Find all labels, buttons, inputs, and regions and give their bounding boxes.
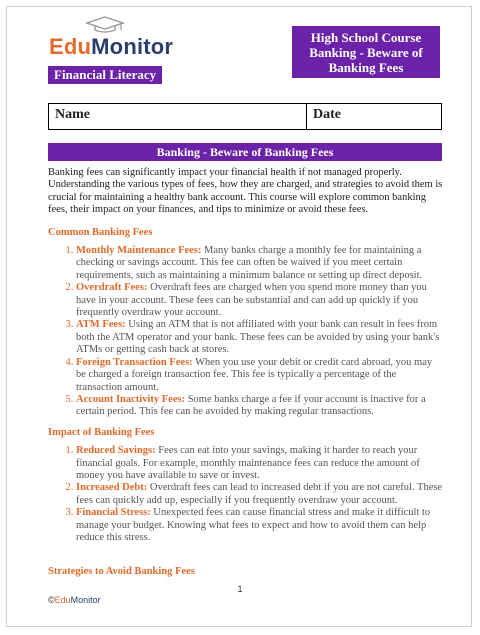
intro-paragraph: Banking fees can significantly impact your financial health if not managed properly. Understanding the various types of fees, how they are charged, and strategies to avoid them is crucial for maintaining a healthy bank account. This course will explore common banking fees, their impact on your finances, and tips to minimize or avoid these fees. [48,167,443,216]
fee-term: Monthly Maintenance Fees: [76,245,202,257]
footer-brand [48,595,101,605]
section-title-banner: Banking - Beware of Banking Fees [48,143,442,161]
list-item [76,282,444,319]
common-fees-list [48,245,444,419]
page-number: 1 [237,584,243,594]
list-item [76,319,444,356]
list-item [76,507,444,544]
impact-description: Overdraft fees can lead to increased debt if you are not careful. These fees can quickly add up, especially if you frequently overdraw your account. [76,482,443,506]
fee-term: Account Inactivity Fees: [76,393,186,405]
fee-description: When you use your debit or credit card abroad, you may be charged a foreign transaction fee. This fee is typically a percentage of the transaction amount. [76,356,433,393]
impact-term: Financial Stress: [76,507,151,519]
impact-term: Reduced Savings: [76,445,156,457]
logo-text [49,34,173,60]
course-title-line: Banking Fees [328,60,404,75]
impact-description: Unexpected fees can cause financial stress and make it difficult to manage your budget. Knowing what fees to expect and how to avoid them can help reduce this stress. [76,507,431,543]
main-content [48,167,444,585]
list-item [76,357,444,394]
impact-description: Fees can eat into your savings, making it harder to reach your financial goals. For example, monthly maintenance fees can reduce the amount of money you have available to save or invest. [76,445,420,481]
list-item [76,394,444,419]
fee-term: Foreign Transaction Fees: [76,356,193,368]
impact-term: Increased Debt: [76,482,148,494]
name-date-table [48,103,442,130]
course-title-line: High School Course [310,30,422,45]
fee-description: Many banks charge a monthly fee for maintaining a checking or savings account. This fee can often be waived if you meet certain requirements, such as maintaining a minimum balance or setting up direct deposit. [76,245,423,281]
fee-term: Overdraft Fees: [76,282,148,294]
copyright-symbol: © [48,595,55,605]
logo-monitor: Monitor [91,34,174,59]
common-fees-heading: Common Banking Fees [48,226,153,238]
course-title-line: Banking - Beware of [309,45,423,60]
footer-edu: Edu [54,595,71,605]
graduation-cap-icon [85,16,125,34]
edumonitor-logo [49,16,174,62]
impact-heading: Impact of Banking Fees [48,426,155,438]
list-item [76,245,444,282]
fee-term: ATM Fees: [76,319,126,331]
impact-list [48,445,444,544]
strategies-heading: Strategies to Avoid Banking Fees [48,566,195,578]
name-field[interactable]: Name [49,104,307,129]
course-title-box [292,26,440,78]
subject-tag: Financial Literacy [48,66,162,84]
list-item [76,482,444,507]
logo-edu: Edu [49,34,92,59]
footer-monitor: Monitor [70,595,101,605]
list-item [76,445,444,482]
fee-description: Overdraft fees are charged when you spend more money than you have in your account. These fees can be substantial and can add up quickly if you frequently overdraw your account. [76,282,427,319]
date-field[interactable]: Date [313,107,341,122]
fee-description: Some banks charge a fee if your account is inactive for a certain period. This fee can be avoided by making regular transactions. [76,393,426,418]
fee-description: Using an ATM that is not affiliated with your bank can result in fees from both the ATM operator and your bank. These fees can be avoided by using your bank's ATMs or getting cash back at stores. [76,319,440,356]
